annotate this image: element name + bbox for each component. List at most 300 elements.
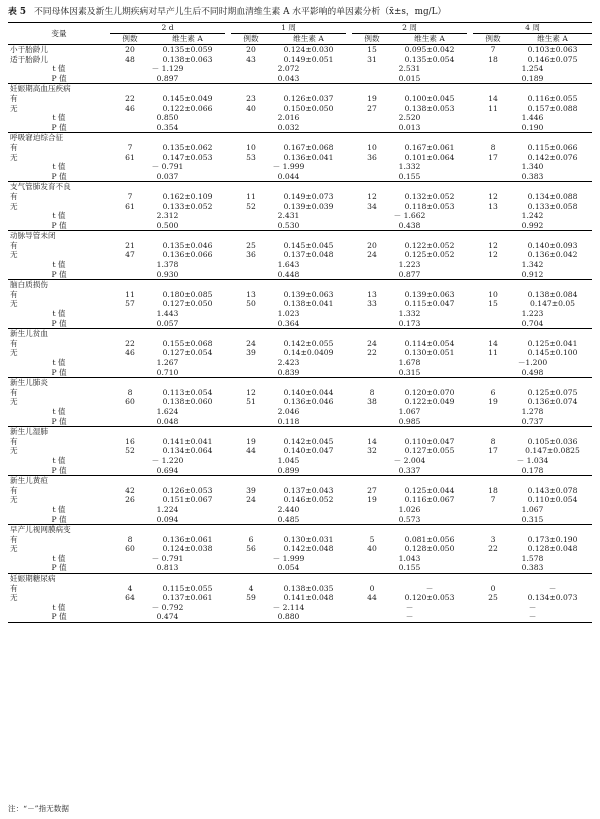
cell-vitamin-a: 0.141±0.041: [162, 436, 213, 446]
p-value: 0.173: [352, 319, 467, 329]
cell-count: 36: [367, 152, 377, 162]
cell-count: 44: [367, 593, 377, 603]
row-label: 无: [10, 299, 18, 309]
t-value: － 1.034: [516, 455, 549, 465]
cell-vitamin-a: 0.142±0.045: [283, 436, 334, 446]
cell-vitamin-a: 0.127±0.050: [162, 299, 213, 309]
cell-vitamin-a: 0.146±0.075: [527, 54, 578, 64]
cell-count: 14: [488, 93, 498, 103]
cell-vitamin-a: 0.136±0.061: [162, 534, 213, 544]
cell-count: 18: [488, 485, 498, 495]
p-value-row: [8, 319, 592, 329]
cell-count: 0: [490, 583, 496, 593]
p-value: 0.899: [231, 466, 346, 476]
cell-vitamin-a: 0.142±0.055: [283, 338, 334, 348]
cell-count: 39: [246, 348, 256, 358]
row-label: 无: [10, 446, 18, 456]
cell-count: 11: [125, 289, 135, 299]
cell-vitamin-a: 0.138±0.084: [527, 289, 578, 299]
table-footnote: 注：“－”指无数据: [8, 804, 69, 813]
t-value: － 0.791: [151, 162, 184, 172]
cell-vitamin-a: 0.138±0.063: [162, 54, 213, 64]
group-title: 妊娠期糖尿病: [10, 574, 56, 584]
cell-count: 11: [246, 191, 256, 201]
p-value: 0.985: [352, 417, 467, 427]
cell-vitamin-a: 0.149±0.073: [283, 191, 334, 201]
cell-vitamin-a: 0.135±0.046: [162, 240, 213, 250]
table-row: [8, 544, 592, 554]
t-value-row: [8, 505, 592, 515]
cell-count: 36: [246, 250, 256, 260]
cell-count: 12: [488, 240, 498, 250]
p-value: 0.315: [352, 368, 467, 378]
row-label: 有: [10, 387, 18, 397]
group-title: 新生儿肺炎: [10, 378, 48, 388]
cell-count: 42: [125, 485, 135, 495]
cell-vitamin-a: 0.140±0.044: [283, 387, 334, 397]
t-value: 1.624: [156, 406, 179, 416]
cell-count: 17: [488, 152, 498, 162]
table-row: [8, 202, 592, 212]
cell-count: 24: [367, 338, 377, 348]
cell-vitamin-a: 0.173±0.190: [527, 534, 578, 544]
t-value: － 2.004: [393, 455, 426, 465]
cell-vitamin-a: 0.167±0.061: [404, 142, 455, 152]
group-title-row: [8, 280, 592, 290]
p-value: 0.015: [352, 74, 467, 84]
cell-vitamin-a: 0.137±0.061: [162, 593, 213, 603]
row-label: 有: [10, 338, 18, 348]
cell-count: 10: [246, 142, 256, 152]
cell-vitamin-a: 0.143±0.078: [527, 485, 578, 495]
t-value: 0.850: [156, 113, 179, 123]
t-value: － 1.129: [151, 64, 184, 74]
cell-vitamin-a: 0.100±0.045: [404, 93, 455, 103]
p-value: 0.043: [231, 74, 346, 84]
p-label: P 值: [8, 319, 110, 329]
t-value-row: [8, 211, 592, 221]
cell-count: 60: [125, 544, 135, 554]
header-count: 例数: [110, 34, 150, 45]
cell-count: 20: [246, 45, 256, 54]
cell-vitamin-a: 0.126±0.037: [283, 93, 334, 103]
t-value: 1.443: [156, 309, 179, 319]
p-label: P 值: [8, 172, 110, 182]
cell-count: 61: [125, 201, 135, 211]
p-label: P 值: [8, 74, 110, 84]
cell-vitamin-a: 0.105±0.036: [527, 436, 578, 446]
t-value-row: [8, 162, 592, 172]
cell-vitamin-a: 0.125±0.075: [527, 387, 578, 397]
cell-count: 48: [125, 54, 135, 64]
p-value: 0.813: [110, 563, 225, 573]
cell-vitamin-a: 0.141±0.048: [283, 593, 334, 603]
table-row: [8, 486, 592, 496]
cell-count: 8: [127, 534, 133, 544]
cell-vitamin-a: 0.125±0.041: [527, 338, 578, 348]
table-row: [8, 94, 592, 104]
cell-count: 13: [367, 289, 377, 299]
p-label: P 值: [8, 417, 110, 427]
cell-count: 23: [246, 93, 256, 103]
cell-count: 7: [490, 45, 496, 54]
cell-count: 12: [488, 250, 498, 260]
cell-count: 64: [125, 593, 135, 603]
cell-count: 40: [367, 544, 377, 554]
p-value-row: [8, 563, 592, 573]
cell-count: 22: [488, 544, 498, 554]
cell-vitamin-a: 0.135±0.062: [162, 142, 213, 152]
cell-vitamin-a: 0.125±0.044: [404, 485, 455, 495]
t-label: t 值: [52, 504, 66, 514]
cell-count: 13: [246, 289, 256, 299]
cell-vitamin-a: 0.180±0.085: [162, 289, 213, 299]
table-row: [8, 299, 592, 309]
cell-count: 47: [125, 250, 135, 260]
p-label: P 值: [8, 123, 110, 133]
t-value: 2.431: [277, 211, 300, 221]
cell-count: 51: [246, 397, 256, 407]
cell-vitamin-a: －: [425, 583, 434, 593]
t-value: 1.067: [398, 406, 421, 416]
cell-count: 46: [125, 348, 135, 358]
cell-count: 50: [246, 299, 256, 309]
table-row: [8, 348, 592, 358]
header-vitamin-a: 维生素 A: [271, 34, 346, 45]
p-value: 0.704: [473, 319, 592, 329]
header-period-2w: 2 周: [352, 23, 467, 34]
cell-vitamin-a: 0.142±0.048: [283, 544, 334, 554]
cell-count: 19: [246, 436, 256, 446]
table-row: [8, 339, 592, 349]
cell-count: 7: [127, 191, 133, 201]
p-value: 0.474: [110, 612, 225, 622]
group-title-row: [8, 329, 592, 339]
cell-vitamin-a: 0.155±0.068: [162, 338, 213, 348]
group-title: 支气管肺发育不良: [10, 182, 71, 192]
cell-count: 31: [367, 54, 377, 64]
group-title-row: [8, 378, 592, 388]
p-value: 0.044: [231, 172, 346, 182]
group-title: 妊娠期高血压疾病: [10, 84, 71, 94]
row-label: 有: [10, 142, 18, 152]
t-value-row: [8, 309, 592, 319]
cell-count: 18: [488, 54, 498, 64]
t-label: t 值: [52, 358, 66, 367]
row-label: 无: [10, 495, 18, 505]
p-value: 0.383: [473, 563, 592, 573]
cell-count: 56: [246, 544, 256, 554]
t-value: 1.223: [521, 309, 544, 319]
p-value: 0.048: [110, 417, 225, 427]
cell-vitamin-a: 0.132±0.052: [404, 191, 455, 201]
cell-vitamin-a: 0.136±0.042: [527, 250, 578, 260]
cell-count: 40: [246, 103, 256, 113]
group-title-row: [8, 574, 592, 584]
p-value-row: [8, 74, 592, 84]
cell-vitamin-a: 0.139±0.039: [283, 201, 334, 211]
cell-count: 14: [367, 436, 377, 446]
group-title-row: [8, 133, 592, 143]
cell-count: 57: [125, 299, 135, 309]
t-value: 1.278: [521, 406, 544, 416]
cell-vitamin-a: 0.14±0.0409: [283, 348, 334, 358]
row-label: 适于胎龄儿: [10, 54, 48, 64]
p-label: P 值: [8, 270, 110, 280]
cell-vitamin-a: 0.128±0.048: [527, 544, 578, 554]
row-label: 有: [10, 583, 18, 593]
t-value: 1.332: [398, 162, 421, 172]
cell-vitamin-a: 0.130±0.051: [404, 348, 455, 358]
cell-count: 25: [488, 593, 498, 603]
t-value: 1.332: [398, 309, 421, 319]
p-value-row: [8, 466, 592, 476]
row-label: 有: [10, 534, 18, 544]
p-value: 0.155: [352, 563, 467, 573]
cell-vitamin-a: 0.135±0.059: [162, 45, 213, 54]
cell-vitamin-a: 0.135±0.054: [404, 54, 455, 64]
cell-vitamin-a: 0.147±0.053: [162, 152, 213, 162]
table-row: [8, 45, 592, 55]
cell-count: 52: [246, 201, 256, 211]
cell-vitamin-a: 0.167±0.068: [283, 142, 334, 152]
header-period-4w: 4 周: [473, 23, 592, 34]
cell-vitamin-a: 0.146±0.052: [283, 495, 334, 505]
p-value: 0.364: [231, 319, 346, 329]
cell-vitamin-a: 0.136±0.074: [527, 397, 578, 407]
t-value: －1.200: [517, 358, 548, 367]
t-value-row: [8, 554, 592, 564]
cell-count: 46: [125, 103, 135, 113]
cell-count: 27: [367, 485, 377, 495]
group-title-row: [8, 525, 592, 535]
p-value: －: [352, 612, 467, 622]
t-value: 2.531: [398, 64, 421, 74]
table-row: [8, 437, 592, 447]
cell-count: 22: [125, 338, 135, 348]
t-label: t 值: [52, 113, 66, 123]
table-number: 表 5: [8, 7, 26, 17]
table-row: [8, 593, 592, 603]
cell-vitamin-a: 0.125±0.052: [404, 250, 455, 260]
p-value: 0.013: [352, 123, 467, 133]
p-value: 0.710: [110, 368, 225, 378]
t-value: － 1.662: [393, 211, 426, 221]
t-value-row: [8, 113, 592, 123]
p-label: P 值: [8, 368, 110, 378]
cell-vitamin-a: 0.122±0.066: [162, 103, 213, 113]
t-value: 1.223: [398, 260, 421, 270]
p-value: －: [473, 612, 592, 622]
row-label: 无: [10, 397, 18, 407]
p-value-row: [8, 515, 592, 525]
cell-count: 6: [248, 534, 254, 544]
cell-vitamin-a: 0.103±0.063: [527, 45, 578, 54]
group-title: 脑白质损伤: [10, 280, 48, 290]
row-label: 有: [10, 191, 18, 201]
cell-count: 3: [490, 534, 496, 544]
t-value: － 1.999: [272, 553, 305, 563]
cell-count: 10: [367, 142, 377, 152]
cell-count: 53: [246, 152, 256, 162]
p-value: 0.032: [231, 123, 346, 133]
header-count: 例数: [352, 34, 392, 45]
t-value: 1.254: [521, 64, 544, 74]
cell-vitamin-a: 0.145±0.049: [162, 93, 213, 103]
row-label: 小于胎龄儿: [10, 45, 48, 54]
cell-count: 60: [125, 397, 135, 407]
table-row: [8, 290, 592, 300]
cell-vitamin-a: 0.118±0.053: [404, 201, 455, 211]
group-title-row: [8, 231, 592, 241]
t-label: t 值: [52, 64, 66, 74]
t-value: 1.242: [521, 211, 544, 221]
t-value: 1.224: [156, 504, 179, 514]
cell-vitamin-a: 0.134±0.088: [527, 191, 578, 201]
cell-vitamin-a: 0.138±0.053: [404, 103, 455, 113]
t-value: － 0.792: [151, 602, 184, 612]
p-value: 0.694: [110, 466, 225, 476]
cell-vitamin-a: 0.115±0.066: [527, 142, 578, 152]
cell-count: 4: [248, 583, 254, 593]
t-value: 2.520: [398, 113, 421, 123]
cell-count: 38: [367, 397, 377, 407]
t-label: t 值: [52, 602, 66, 612]
row-label: 无: [10, 593, 18, 603]
p-value: 0.054: [231, 563, 346, 573]
cell-vitamin-a: 0.124±0.030: [283, 45, 334, 54]
cell-count: 33: [367, 299, 377, 309]
cell-count: 19: [488, 397, 498, 407]
p-value-row: [8, 270, 592, 280]
p-value: 0.897: [110, 74, 225, 84]
group-title: 动脉导管未闭: [10, 231, 56, 241]
cell-vitamin-a: 0.116±0.055: [527, 93, 578, 103]
p-value-row: [8, 123, 592, 133]
p-value-row: [8, 612, 592, 622]
t-label: t 值: [52, 211, 66, 221]
cell-vitamin-a: 0.142±0.076: [527, 152, 578, 162]
cell-vitamin-a: 0.110±0.054: [527, 495, 578, 505]
p-value: 0.337: [352, 466, 467, 476]
cell-count: 61: [125, 152, 135, 162]
t-value: －: [528, 602, 537, 612]
cell-vitamin-a: 0.151±0.067: [162, 495, 213, 505]
cell-count: 15: [488, 299, 498, 309]
cell-vitamin-a: 0.139±0.063: [283, 289, 334, 299]
cell-vitamin-a: 0.140±0.047: [283, 446, 334, 456]
row-label: 有: [10, 436, 18, 446]
cell-vitamin-a: 0.127±0.055: [404, 446, 455, 456]
cell-vitamin-a: 0.136±0.041: [283, 152, 334, 162]
header-count: 例数: [231, 34, 271, 45]
cell-vitamin-a: 0.150±0.050: [283, 103, 334, 113]
header-period-2d: 2 d: [110, 23, 225, 34]
cell-vitamin-a: 0.136±0.046: [283, 397, 334, 407]
cell-vitamin-a: 0.101±0.064: [404, 152, 455, 162]
t-label: t 值: [52, 455, 66, 465]
cell-vitamin-a: 0.110±0.047: [404, 436, 455, 446]
cell-count: 24: [246, 338, 256, 348]
cell-count: 12: [367, 191, 377, 201]
cell-vitamin-a: 0.162±0.109: [162, 191, 213, 201]
cell-vitamin-a: 0.128±0.050: [404, 544, 455, 554]
cell-count: 7: [127, 142, 133, 152]
p-label: P 值: [8, 221, 110, 231]
t-value-row: [8, 260, 592, 270]
cell-vitamin-a: 0.147±0.05: [530, 299, 576, 309]
header-row-periods: [8, 23, 592, 34]
group-title: 早产儿视网膜病变: [10, 525, 71, 535]
t-value: 1.043: [398, 553, 421, 563]
p-value: 0.498: [473, 368, 592, 378]
t-value-row: [8, 407, 592, 417]
p-value: 0.057: [110, 319, 225, 329]
cell-count: 20: [367, 240, 377, 250]
cell-vitamin-a: 0.122±0.052: [404, 240, 455, 250]
cell-vitamin-a: 0.120±0.070: [404, 387, 455, 397]
cell-count: 22: [367, 348, 377, 358]
cell-count: 15: [367, 45, 377, 54]
t-value: － 0.791: [151, 553, 184, 563]
cell-vitamin-a: 0.137±0.043: [283, 485, 334, 495]
cell-count: 59: [246, 593, 256, 603]
row-label: 无: [10, 152, 18, 162]
t-value: 1.578: [521, 553, 544, 563]
p-label: P 值: [8, 515, 110, 525]
cell-count: 14: [488, 338, 498, 348]
group-title-row: [8, 476, 592, 486]
p-value: 0.354: [110, 123, 225, 133]
cell-count: 8: [490, 142, 496, 152]
p-value: 0.485: [231, 515, 346, 525]
row-label: 有: [10, 289, 18, 299]
cell-count: 19: [367, 495, 377, 505]
table-row: [8, 388, 592, 398]
table-row: [8, 104, 592, 114]
p-value: 0.155: [352, 172, 467, 182]
cell-count: 39: [246, 485, 256, 495]
t-label: t 值: [52, 553, 66, 563]
p-label: P 值: [8, 466, 110, 476]
p-value-row: [8, 221, 592, 231]
p-value: 0.912: [473, 270, 592, 280]
cell-vitamin-a: 0.137±0.048: [283, 250, 334, 260]
table-row: [8, 584, 592, 594]
row-label: 无: [10, 544, 18, 554]
p-value: 0.500: [110, 221, 225, 231]
group-title: 新生儿湿肺: [10, 427, 48, 437]
cell-count: 22: [125, 93, 135, 103]
t-value: －: [405, 602, 414, 612]
cell-count: 6: [490, 387, 496, 397]
p-value: 0.178: [473, 466, 592, 476]
cell-count: 24: [367, 250, 377, 260]
group-title-row: [8, 427, 592, 437]
row-label: 无: [10, 103, 18, 113]
t-value: 1.267: [156, 358, 179, 367]
cell-vitamin-a: 0.145±0.100: [527, 348, 578, 358]
table-row: [8, 55, 592, 65]
header-period-1w: 1 周: [231, 23, 346, 34]
cell-vitamin-a: 0.145±0.045: [283, 240, 334, 250]
cell-count: 52: [125, 446, 135, 456]
cell-vitamin-a: 0.138±0.035: [283, 583, 334, 593]
row-label: 有: [10, 240, 18, 250]
t-label: t 值: [52, 260, 66, 270]
cell-count: 44: [246, 446, 256, 456]
p-value: 0.118: [231, 417, 346, 427]
